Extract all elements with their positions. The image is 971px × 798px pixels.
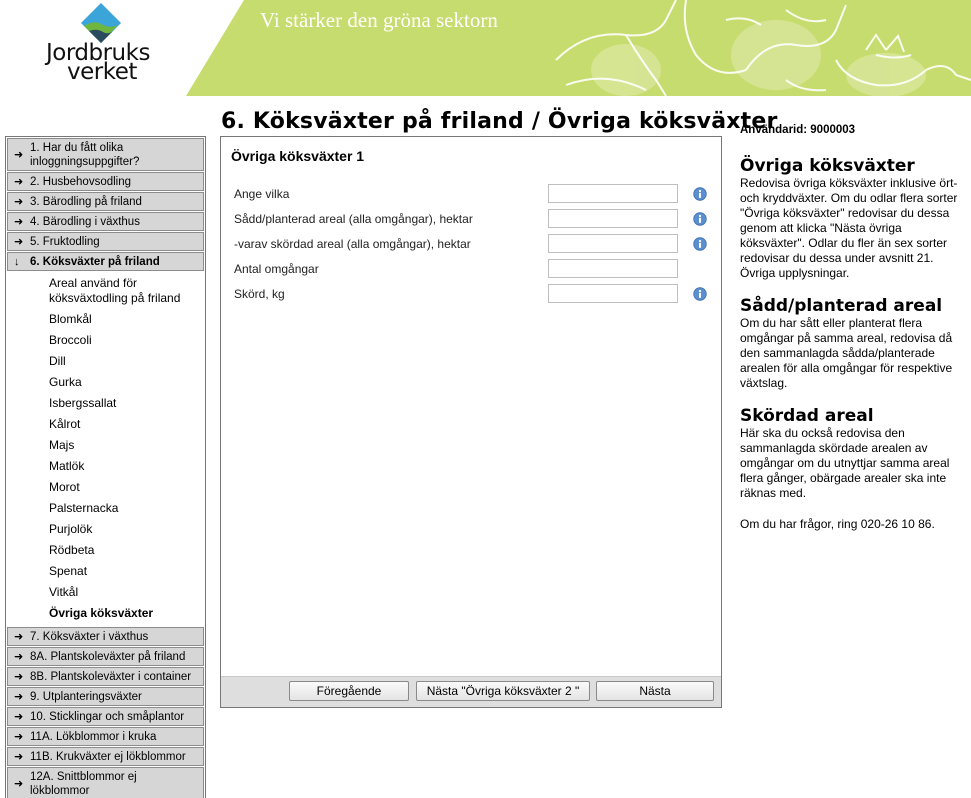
button-bar xyxy=(221,676,721,707)
field-label: Antal omgångar xyxy=(234,262,319,276)
info-icon[interactable] xyxy=(693,287,707,301)
arrow-right-icon: ➜ xyxy=(14,195,24,208)
nav-item[interactable] xyxy=(7,192,204,211)
arrow-right-icon: ➜ xyxy=(14,175,24,188)
nav-item-label: 4. Bärodling i växthus xyxy=(30,216,140,228)
arrow-right-icon: ➜ xyxy=(14,235,24,248)
nav-item[interactable] xyxy=(7,727,204,746)
nav-item-label: 2. Husbehovsodling xyxy=(30,176,132,188)
nav-item[interactable] xyxy=(7,232,204,251)
nav-item-label: 6. Köksväxter på friland xyxy=(30,256,160,268)
help-text: Om du har sått eller planterat flera omgångar på samma areal, redovisa då den sammanlagda sådda/planterade arealen för alla omgångar för respektive växtslag. xyxy=(740,316,953,390)
help-heading: Övriga köksväxter xyxy=(740,156,915,176)
arrow-right-icon: ➜ xyxy=(14,650,24,663)
site-header xyxy=(0,0,971,96)
nav-item-label: 5. Fruktodling xyxy=(30,236,100,248)
subnav-item[interactable]: Purjolök xyxy=(49,522,93,536)
logo-text-line2: verket xyxy=(67,59,137,85)
subnav-item[interactable]: Matlök xyxy=(49,459,85,473)
info-icon[interactable] xyxy=(693,187,707,201)
nav-item[interactable] xyxy=(7,707,204,726)
nav-item-label: 7. Köksväxter i växthus xyxy=(30,631,149,643)
help-heading: Skördad areal xyxy=(740,406,874,426)
nav-item-label: 9. Utplanteringsväxter xyxy=(30,691,142,703)
subnav-item[interactable]: Majs xyxy=(49,438,75,452)
ange-vilka-input[interactable] xyxy=(548,184,678,203)
sadd-planterad-areal-input[interactable] xyxy=(548,209,678,228)
subnav-item[interactable]: Vitkål xyxy=(49,585,79,599)
nav-item-label: 1. Har du fått olika inloggningsuppgifter? xyxy=(30,142,140,168)
nav-item[interactable] xyxy=(7,687,204,706)
subnav-item[interactable]: Övriga köksväxter xyxy=(49,606,154,620)
nav-item[interactable] xyxy=(7,172,204,191)
arrow-down-icon: ↓ xyxy=(14,255,20,268)
field-row-skordad-areal xyxy=(234,234,714,256)
skordad-areal-input[interactable] xyxy=(548,234,678,253)
arrow-right-icon: ➜ xyxy=(14,690,24,703)
nav-item-label: 12A. Snittblommor ej lökblommor xyxy=(30,771,137,797)
contact-text: Om du har frågor, ring 020-26 10 86. xyxy=(740,517,935,531)
nav-item[interactable] xyxy=(7,138,204,171)
nav-item-label: 8B. Plantskoleväxter i container xyxy=(30,671,192,683)
next-button[interactable]: Nästa xyxy=(596,681,714,701)
help-text: Här ska du också redovisa den sammanlagda skördade arealen av omgångar om du utnyttjar samma areal flera gånger, obärgade arealer ska inte räknas med. xyxy=(740,426,950,500)
field-label: -varav skördad areal (alla omgångar), hektar xyxy=(234,237,471,251)
field-label: Skörd, kg xyxy=(234,287,285,301)
form-panel xyxy=(220,136,722,708)
help-column xyxy=(740,122,965,548)
arrow-right-icon: ➜ xyxy=(14,148,24,161)
subnav-item[interactable]: Morot xyxy=(49,480,80,494)
field-row-antal-omgangar xyxy=(234,259,714,281)
subnav-item[interactable]: Blomkål xyxy=(49,312,92,326)
nav-item-label: 3. Bärodling på friland xyxy=(30,196,142,208)
nav-item-label: 11B. Krukväxter ej lökblommor xyxy=(30,751,186,763)
nav-item-label: 8A. Plantskoleväxter på friland xyxy=(30,651,186,663)
page-title: 6. Köksväxter på friland / Övriga köksväxter xyxy=(221,109,778,134)
arrow-right-icon: ➜ xyxy=(14,630,24,643)
nav-item[interactable] xyxy=(7,252,204,271)
arrow-right-icon: ➜ xyxy=(14,730,24,743)
field-label: Ange vilka xyxy=(234,187,290,201)
subnav-item[interactable]: Areal använd för köksväxtodling på friland xyxy=(49,276,181,305)
section-title: Övriga köksväxter 1 xyxy=(231,148,365,164)
subnav-item[interactable]: Palsternacka xyxy=(49,501,119,515)
nav-item-label: 10. Sticklingar och småplantor xyxy=(30,711,185,723)
arrow-right-icon: ➜ xyxy=(14,710,24,723)
previous-button[interactable]: Föregående xyxy=(289,681,409,701)
nav-item[interactable] xyxy=(7,667,204,686)
arrow-right-icon: ➜ xyxy=(14,750,24,763)
info-icon[interactable] xyxy=(693,237,707,251)
arrow-right-icon: ➜ xyxy=(14,670,24,683)
antal-omgangar-input[interactable] xyxy=(548,259,678,278)
skord-kg-input[interactable] xyxy=(548,284,678,303)
subnav-item[interactable]: Rödbeta xyxy=(49,543,95,557)
help-heading: Sådd/planterad areal xyxy=(740,296,943,316)
nav-item[interactable] xyxy=(7,767,204,798)
help-text: Redovisa övriga köksväxter inklusive ört- och kryddväxter. Om du odlar flera sorter "Övriga köksväxter" redovisar du dessa genom att klicka "Nästa övriga köksväxter". Odlar du fler än sex sorter redovisar du dessa under avsnitt 21. Övriga upplysningar. xyxy=(740,176,958,280)
nav-item[interactable] xyxy=(7,647,204,666)
arrow-right-icon: ➜ xyxy=(14,215,24,228)
subnav-item[interactable]: Kålrot xyxy=(49,417,81,431)
section-navigation xyxy=(5,136,206,798)
logo-wordmark xyxy=(46,40,150,85)
field-row-sadd-areal xyxy=(234,209,714,231)
field-label: Sådd/planterad areal (alla omgångar), hektar xyxy=(234,212,473,226)
arrow-right-icon: ➜ xyxy=(14,777,24,790)
nav-item[interactable] xyxy=(7,627,204,646)
subnav-list xyxy=(6,271,205,626)
nav-item-label: 11A. Lökblommor i kruka xyxy=(30,731,157,743)
subnav-item[interactable]: Broccoli xyxy=(49,333,92,347)
logo[interactable] xyxy=(0,0,200,96)
nav-item[interactable] xyxy=(7,212,204,231)
info-icon[interactable] xyxy=(693,212,707,226)
next-item-button[interactable]: Nästa "Övriga köksväxter 2 " xyxy=(416,681,590,701)
logo-text-line1: Jordbruks xyxy=(46,40,150,66)
user-id: Användarid: 9000003 xyxy=(740,124,856,136)
subnav-item[interactable]: Gurka xyxy=(49,375,82,389)
field-row-skord xyxy=(234,284,714,306)
subnav-item[interactable]: Isbergssallat xyxy=(49,396,117,410)
subnav-item[interactable]: Spenat xyxy=(49,564,88,578)
subnav-item[interactable]: Dill xyxy=(49,354,66,368)
logo-diamond-icon xyxy=(80,2,122,44)
banner-slogan: Vi stärker den gröna sektorn xyxy=(260,8,498,32)
nav-item[interactable] xyxy=(7,747,204,766)
field-row-ange-vilka xyxy=(234,184,714,206)
